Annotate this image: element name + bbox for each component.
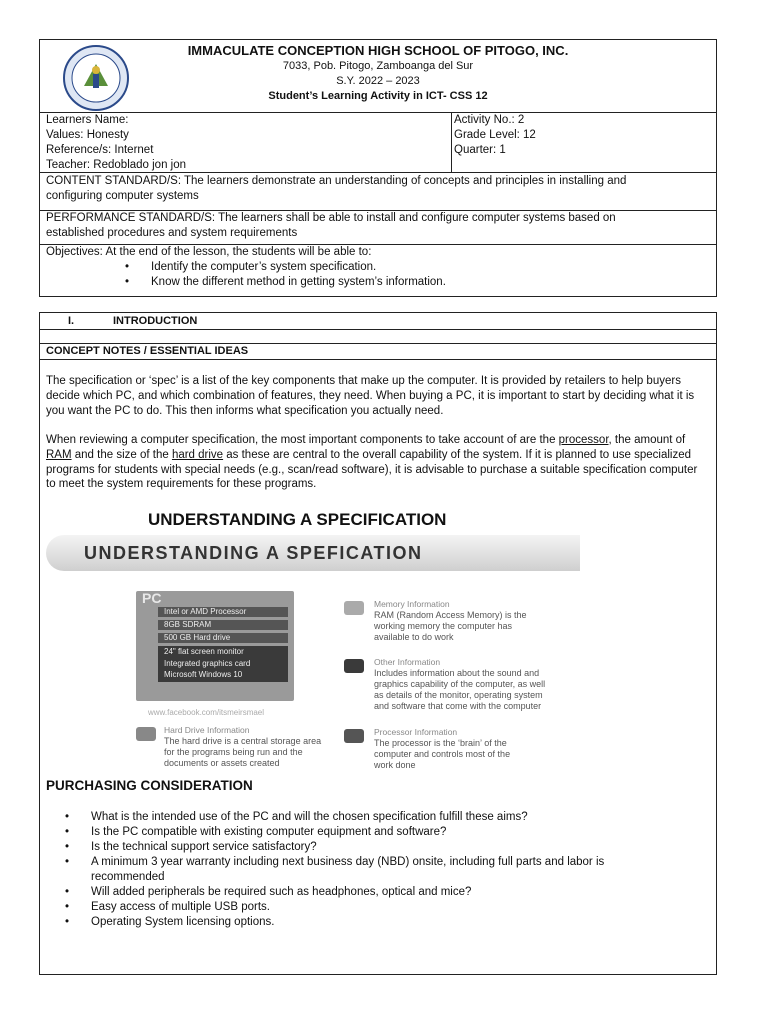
content-box — [39, 312, 717, 975]
teacher: Teacher: Redoblado jon jon — [46, 159, 187, 171]
specification-figure — [46, 535, 580, 771]
processor-marker — [344, 729, 364, 743]
pc-spec: Integrated graphics card — [164, 658, 251, 668]
banner-title: UNDERSTANDING A SPEFICATION — [84, 543, 423, 563]
performance-standard-line2: established procedures and system requirements — [46, 227, 298, 239]
pc-spec: 24" flat screen monitor — [164, 647, 244, 656]
ram-term: RAM — [46, 448, 72, 461]
hard-drive-info — [164, 725, 334, 769]
processor-info — [374, 727, 524, 771]
activity-title: Student’s Learning Activity in ICT- CSS 12 — [268, 90, 488, 102]
objectives-intro: Objectives: At the end of the lesson, the students will be able to: — [46, 246, 372, 258]
hard-drive-text: The hard drive is a central storage area for the programs being run and the documents or assets created — [164, 736, 322, 768]
figure-source: www.facebook.com/itsmeirsmael — [148, 708, 265, 717]
purchasing-item: • What is the intended use of the PC and will the chosen specification fulfill these aims? — [46, 810, 671, 825]
pc-spec: Microsoft Windows 10 — [164, 670, 243, 679]
pc-spec: Intel or AMD Processor — [158, 607, 288, 617]
school-address: 7033, Pob. Pitogo, Zamboanga del Sur — [282, 60, 474, 72]
purchasing-item: • A minimum 3 year warranty including next business day (NBD) onsite, including full parts and labor is recommended — [46, 855, 671, 885]
paragraph-reviewing — [46, 433, 710, 492]
school-name: IMMACULATE CONCEPTION HIGH SCHOOL OF PITOGO, INC. — [187, 43, 569, 58]
paragraph-text: as these are central to the overall capability of the system. If it is planned to use specialized programs for students with special needs (e.g., scan/read software), it is advisable to purchase a suitable specification computer to meet the system requirements for these programs. — [46, 448, 698, 491]
memory-info — [374, 599, 534, 643]
pc-spec-group — [158, 646, 288, 682]
other-title: Other Information — [374, 657, 441, 667]
other-marker — [344, 659, 364, 673]
processor-title: Processor Information — [374, 727, 458, 737]
purchasing-item: • Is the PC compatible with existing computer equipment and software? — [46, 825, 671, 840]
header-box — [39, 39, 717, 297]
purchasing-item: • Is the technical support service satisfactory? — [46, 840, 671, 855]
references: Reference/s: Internet — [46, 144, 154, 156]
hard-drive-title: Hard Drive Information — [164, 725, 250, 735]
purchasing-item: • Operating System licensing options. — [46, 915, 671, 930]
processor-text: The processor is the ‘brain’ of the computer and controls most of the work done — [374, 738, 511, 770]
pc-spec: 8GB SDRAM — [158, 620, 288, 630]
content-standard-line2: configuring computer systems — [46, 190, 199, 202]
purchasing-heading: PURCHASING CONSIDERATION — [46, 778, 253, 793]
paragraph-text: and the size of the — [71, 448, 172, 461]
paragraph-text: , the amount of — [608, 434, 686, 446]
objective-item: • Identify the computer’s system specification. — [106, 260, 446, 275]
paragraph-text: When reviewing a computer specification, the most important components to take account of are the — [46, 434, 559, 446]
purchasing-item: • Will added peripherals be required such as headphones, optical and mice? — [46, 885, 671, 900]
learners-name: Learners Name: — [46, 114, 129, 126]
school-year: S.Y. 2022 – 2023 — [336, 75, 420, 87]
memory-marker — [344, 601, 364, 615]
paragraph-specification: The specification or ‘spec’ is a list of the key components that make up the computer. It is provided by retailers to help buyers decide which PC, and which combination of features, they need. When buying a PC, it is important to start by deciding what it is you want the PC to do. This then informs what specification you actually need. — [46, 375, 695, 417]
content-standard-line1: CONTENT STANDARD/S: The learners demonstrate an understanding of concepts and principles in installing and — [46, 175, 627, 187]
pc-card — [136, 591, 294, 701]
pc-label: PC — [142, 590, 162, 606]
purchasing-item: • Easy access of multiple USB ports. — [46, 900, 671, 915]
purchasing-list — [46, 810, 671, 930]
memory-text: RAM (Random Access Memory) is the working memory the computer has available to do work — [374, 610, 527, 642]
section-number: I. — [68, 315, 75, 327]
hard-drive-marker — [136, 727, 156, 741]
pc-spec: 500 GB Hard drive — [158, 633, 288, 643]
section-title: INTRODUCTION — [113, 315, 198, 327]
objectives-list — [106, 260, 446, 290]
objective-item: • Know the different method in getting system’s information. — [106, 275, 446, 290]
values: Values: Honesty — [46, 129, 129, 141]
concept-notes-heading: CONCEPT NOTES / ESSENTIAL IDEAS — [46, 345, 249, 357]
processor-term: processor — [558, 434, 609, 446]
other-info — [374, 657, 554, 712]
hard-drive-term: hard drive — [171, 448, 224, 461]
activity-no: Activity No.: 2 — [454, 114, 525, 126]
other-text: Includes information about the sound and graphics capability of the computer, as well as details of the monitor, operating system and software that come with the computer — [374, 668, 546, 711]
grade-level: Grade Level: 12 — [454, 129, 536, 141]
memory-title: Memory Information — [374, 599, 450, 609]
figure-heading: UNDERSTANDING A SPECIFICATION — [148, 510, 447, 529]
quarter: Quarter: 1 — [454, 144, 506, 156]
performance-standard-line1: PERFORMANCE STANDARD/S: The learners shall be able to install and configure computer systems based on — [46, 212, 616, 224]
